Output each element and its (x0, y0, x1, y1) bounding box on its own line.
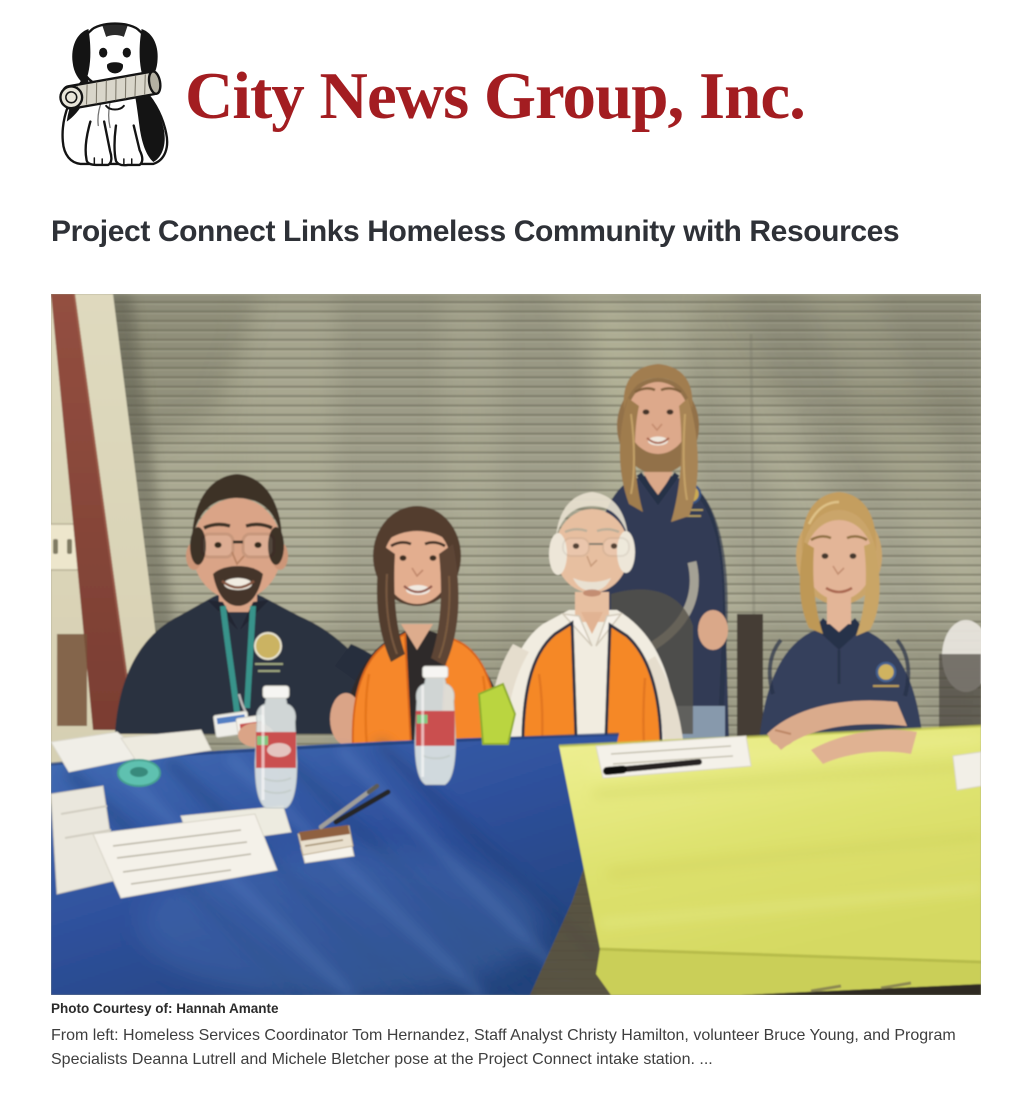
site-header (51, 15, 981, 175)
photo-caption: From left: Homeless Services Coordinator Tom Hernandez, Staff Analyst Christy Hamilton, volunteer Bruce Young, and Program Specialists Deanna Lutrell and Michele Bletcher pose at the Project Connect intake station. ... (51, 1026, 956, 1069)
dog-with-newspaper-icon (51, 15, 179, 175)
article-photo-figure (51, 294, 981, 1074)
site-logo[interactable] (51, 15, 981, 175)
photo-figcaption (51, 1001, 981, 1074)
article-main (51, 215, 981, 1073)
article-headline: Project Connect Links Homeless Community with Resources (51, 215, 900, 248)
article-photo (51, 294, 981, 995)
site-logo-text: City News Group, Inc. (185, 58, 805, 133)
photo-credit: Photo Courtesy of: Hannah Amante (51, 1000, 279, 1016)
